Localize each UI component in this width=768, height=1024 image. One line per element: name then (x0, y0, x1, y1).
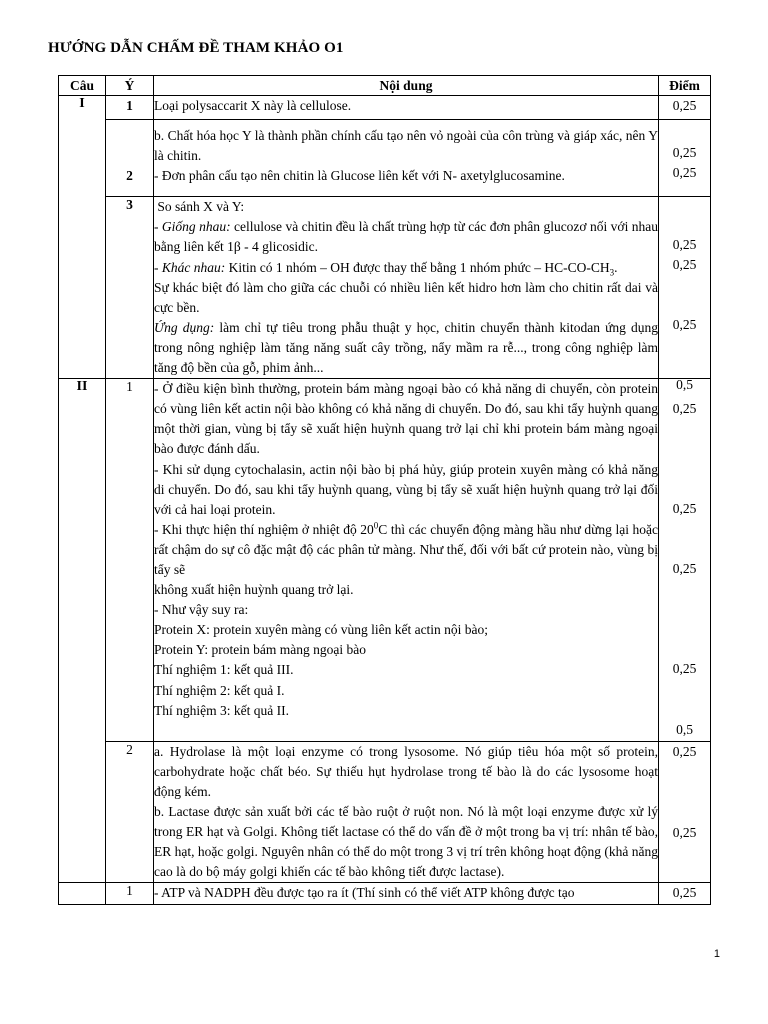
answer-content: - Ở điều kiện bình thường, protein bám màng ngoại bào có khả năng di chuyển, còn protein có vùng liên kết actin nội bào không có khả năng di chuyển. Do đó, sau khi tẩy huỳnh quang một thời gian, vùng bị tẩy sẽ xuất hiện huỳnh quang trở lại chỉ khi protein bám màng ngoại bào được đánh dấu. - Khi sử dụng cytochalasin, actin nội bào bị phá hủy, giúp protein xuyên màng có khả năng di chuyển. Do đó, sau khi tẩy huỳnh quang, vùng bị tẩy sẽ xuất hiện huỳnh quang trở lại đối với cả hai loại protein. - Khi thực hiện thí nghiệm ở nhiệt độ $20^0C$ thì các chuyển động màng hầu như dừng lại hoặc rất chậm do sự cô đặc mật độ các phân tử màng. Như thế, đối với bất cứ protein nào, vùng bị tẩy sẽ không xuất hiện huỳnh quang trở lại. - Như vậy suy ra: Protein X: protein xuyên màng có vùng liên kết actin nội bào; Protein Y: protein bám màng ngoại bào Thí nghiệm 1: kết quả III. Thí nghiệm 2: kết quả I. Thí nghiệm 3: kết quả II. (154, 379, 659, 742)
table-row (59, 120, 711, 197)
score: 0,25 (672, 401, 697, 417)
score: 0,25 (672, 824, 697, 840)
table-row (59, 197, 711, 379)
score-cell (659, 96, 711, 120)
item-number: 1 (106, 379, 154, 742)
header-y: Ý (106, 76, 154, 96)
answer-content: b. Chất hóa học Y là thành phần chính cấu tạo nên vỏ ngoài của côn trùng và giáp xác, nên Y là chitin. - Đơn phân cấu tạo nên chitin là Glucose liên kết với N- axetylglucosamine. (154, 120, 659, 197)
score: 0,5 (676, 722, 693, 738)
score: 0,25 (672, 885, 697, 901)
item-number: 1 (106, 96, 154, 120)
score-cell (659, 883, 711, 904)
score: 0,25 (672, 257, 697, 273)
question-label (59, 883, 106, 904)
score: 0,25 (672, 165, 697, 181)
item-number: 3 (106, 197, 154, 379)
score: 0,5 (676, 377, 693, 393)
table-row (59, 741, 711, 883)
header-noi-dung: Nội dung (154, 76, 659, 96)
score: 0,25 (672, 561, 697, 577)
question-label: I (59, 96, 106, 379)
header-row (59, 76, 711, 96)
answer-content: - ATP và NADPH đều được tạo ra ít (Thí sinh có thể viết ATP không được tạo (154, 883, 659, 904)
score: 0,25 (672, 237, 697, 253)
answer-content: a. Hydrolase là một loại enzyme có trong lysosome. Nó giúp tiêu hóa một số protein, carbohydrate hoặc chất béo. Sự thiếu hụt hydrolase trong tế bào là do các lysosome hoạt động kém. b. Lactase được sản xuất bởi các tế bào ruột ở ruột non. Nó là một loại enzyme được xử lý trong ER hạt và Golgi. Không tiết lactase có thể do vấn đề ở một trong ba vị trí: nhân tế bào, ER hạt, hoặc golgi. Nguyên nhân có thể do một trong 3 vị trí trên không hoạt động (khả năng cao là do bộ máy golgi khiến các tế bào không tiết được lactase). (154, 741, 659, 883)
page-number: 1 (713, 948, 720, 960)
item-number: 2 (106, 120, 154, 197)
score-cell (659, 379, 711, 742)
grading-table (58, 75, 711, 905)
score-cell (659, 120, 711, 197)
score-cell (659, 197, 711, 393)
score-cell (659, 741, 711, 883)
page-title: HƯỚNG DẪN CHẤM ĐỀ THAM KHẢO O1 (48, 40, 344, 56)
score: 0,25 (672, 98, 697, 113)
item-number: 1 (106, 883, 154, 904)
score: 0,25 (672, 501, 697, 517)
item-number: 2 (106, 741, 154, 883)
score: 0,25 (672, 317, 697, 333)
table-row (59, 379, 711, 742)
table-row (59, 883, 711, 904)
header-cau: Câu (59, 76, 106, 96)
score: 0,25 (672, 145, 697, 160)
question-label: II (59, 379, 106, 883)
score: 0,25 (672, 743, 697, 759)
answer-content: Loại polysaccarit X này là cellulose. (154, 96, 659, 120)
score: 0,25 (672, 661, 697, 677)
header-diem: Điểm (659, 76, 711, 96)
table-row (59, 96, 711, 120)
answer-content: So sánh X và Y: - Giống nhau: cellulose và chitin đều là chất trùng hợp từ các đơn phân glucozơ nối với nhau bằng liên kết 1β - 4 glicosidic. - Khác nhau: Kitin có 1 nhóm – OH được thay thế bằng 1 nhóm phức – $HC-CO-CH_3$. Sự khác biệt đó làm cho giữa các chuỗi có nhiều liên kết hidro hơn làm cho chitin rất dai và cực bền. Ứng dụng: làm chỉ tự tiêu trong phẫu thuật y học, chitin chuyển thành kitodan ứng dụng trong nông nghiệp làm tăng năng suất cây trồng, nẩy mầm ra rễ..., trong công nghiệp làm tăng độ bền của gỗ, phim ảnh... (154, 197, 659, 379)
